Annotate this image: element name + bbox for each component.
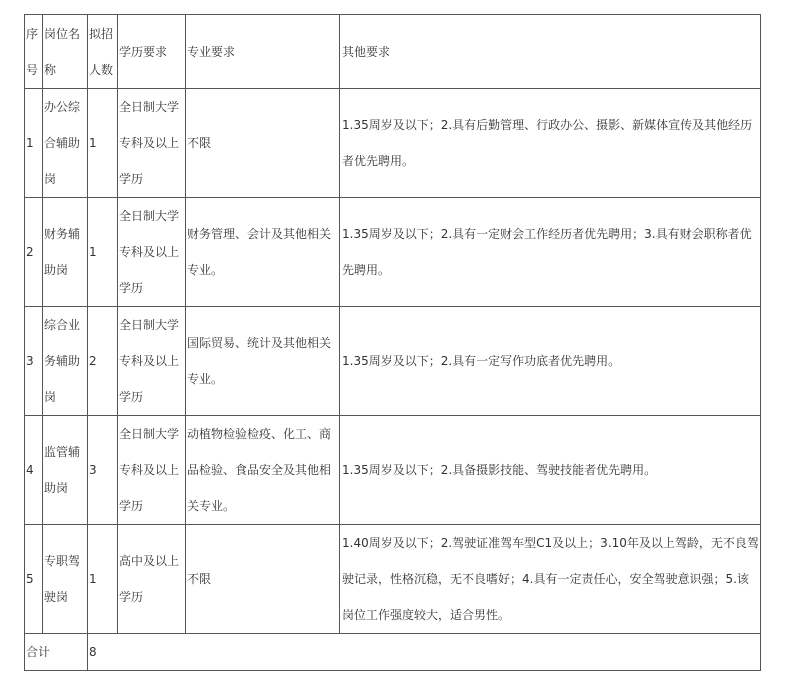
- table-row: [25, 416, 761, 525]
- cell-major: 财务管理、会计及其他相关专业。: [186, 198, 340, 307]
- cell-count: 2: [88, 307, 118, 416]
- cell-other: 1.35周岁及以下；2.具备摄影技能、驾驶技能者优先聘用。: [340, 416, 761, 525]
- cell-education: 全日制大学专科及以上学历: [118, 307, 186, 416]
- header-position: 岗位名称: [43, 15, 88, 89]
- header-seq: 序号: [25, 15, 43, 89]
- total-value: 8: [88, 634, 761, 671]
- cell-other: 1.35周岁及以下；2.具有一定写作功底者优先聘用。: [340, 307, 761, 416]
- table-row: [25, 198, 761, 307]
- cell-position: 专职驾驶岗: [43, 525, 88, 634]
- cell-seq: 4: [25, 416, 43, 525]
- cell-position: 财务辅助岗: [43, 198, 88, 307]
- cell-other: 1.35周岁及以下；2.具有一定财会工作经历者优先聘用；3.具有财会职称者优先聘用。: [340, 198, 761, 307]
- cell-position: 办公综合辅助岗: [43, 89, 88, 198]
- cell-seq: 5: [25, 525, 43, 634]
- cell-education: 高中及以上学历: [118, 525, 186, 634]
- header-education: 学历要求: [118, 15, 186, 89]
- total-row: [25, 634, 761, 671]
- cell-seq: 3: [25, 307, 43, 416]
- table-row: [25, 307, 761, 416]
- cell-education: 全日制大学专科及以上学历: [118, 416, 186, 525]
- cell-count: 1: [88, 89, 118, 198]
- cell-other: 1.35周岁及以下；2.具有后勤管理、行政办公、摄影、新媒体宣传及其他经历者优先聘用。: [340, 89, 761, 198]
- total-label: 合计: [25, 634, 88, 671]
- cell-seq: 1: [25, 89, 43, 198]
- cell-major: 动植物检验检疫、化工、商品检验、食品安全及其他相关专业。: [186, 416, 340, 525]
- cell-count: 1: [88, 525, 118, 634]
- cell-count: 3: [88, 416, 118, 525]
- cell-position: 综合业务辅助岗: [43, 307, 88, 416]
- table-row: [25, 89, 761, 198]
- cell-major: 不限: [186, 525, 340, 634]
- cell-education: 全日制大学专科及以上学历: [118, 89, 186, 198]
- header-count: 拟招人数: [88, 15, 118, 89]
- recruitment-table: [24, 14, 761, 671]
- table-row: [25, 525, 761, 634]
- cell-position: 监管辅助岗: [43, 416, 88, 525]
- header-other: 其他要求: [340, 15, 761, 89]
- header-row: [25, 15, 761, 89]
- cell-count: 1: [88, 198, 118, 307]
- header-major: 专业要求: [186, 15, 340, 89]
- cell-seq: 2: [25, 198, 43, 307]
- cell-major: 国际贸易、统计及其他相关专业。: [186, 307, 340, 416]
- cell-major: 不限: [186, 89, 340, 198]
- cell-other: 1.40周岁及以下；2.驾驶证准驾车型C1及以上；3.10年及以上驾龄，无不良驾驶记录，性格沉稳，无不良嗜好；4.具有一定责任心，安全驾驶意识强；5.该岗位工作强度较大，适合男性。: [340, 525, 761, 634]
- cell-education: 全日制大学专科及以上学历: [118, 198, 186, 307]
